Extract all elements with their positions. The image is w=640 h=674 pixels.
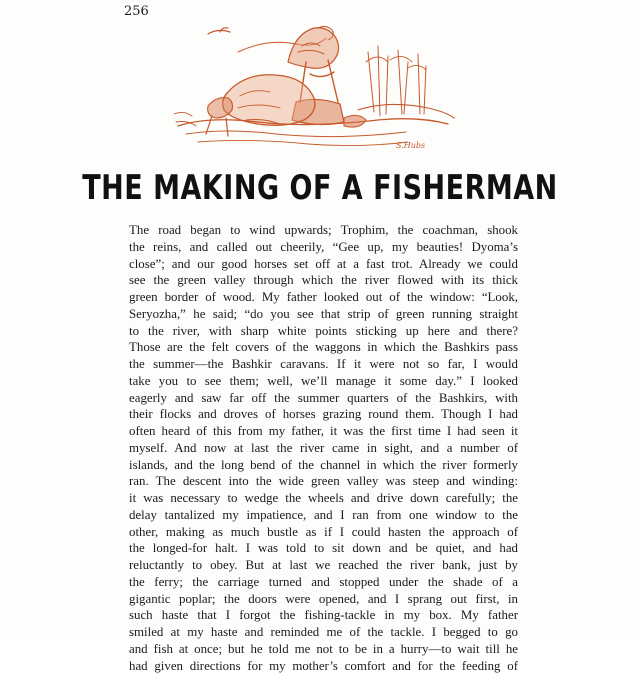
body-line: Seryozha,” he said; “do you see that strip of green running straight bbox=[129, 306, 518, 323]
body-line: had given directions for my mother’s comfort and for the feeding of bbox=[129, 658, 518, 674]
body-line: eagerly and saw far off the summer quarters of the Bashkirs, with bbox=[129, 390, 518, 407]
body-line: see the green valley through which the river flowed with its thick bbox=[129, 272, 518, 289]
body-line: often heard of this from my father, it was the first time I had seen it bbox=[129, 423, 518, 440]
body-line: myself. And now at last the river came in sight, and a number of bbox=[129, 440, 518, 457]
body-line: close”; and our good horses set off at a fast trot. Already we could bbox=[129, 256, 518, 273]
body-line: gigantic poplar; the doors were opened, and I sprang out first, in bbox=[129, 591, 518, 608]
body-line: their flocks and droves of horses grazing round them. Though I had bbox=[129, 406, 518, 423]
body-line: Those are the felt covers of the waggons in which the Bashkirs pass bbox=[129, 339, 518, 356]
body-line: green border of wood. My father looked out of the window: “Look, bbox=[129, 289, 518, 306]
body-line: delay tantalized my impatience, and I ran from one window to the bbox=[129, 507, 518, 524]
body-line: and fish at once; but he told me not to be in a hurry—to wait till he bbox=[129, 641, 518, 658]
body-line: the longed-for halt. I was told to sit down and be quiet, and had bbox=[129, 540, 518, 557]
body-line: take you to see them; well, we’ll manage it some day.” I looked bbox=[129, 373, 518, 390]
page-number: 256 bbox=[124, 4, 149, 19]
chapter-title: THE MAKING OF A FISHERMAN bbox=[0, 169, 640, 208]
body-line: islands, and the long bend of the channel in which the river formerly bbox=[129, 457, 518, 474]
body-line: reluctantly to obey. But at last we reached the river bank, just by bbox=[129, 557, 518, 574]
body-line: smiled at my haste and reminded me of the tackle. I begged to go bbox=[129, 624, 518, 641]
illustrator-signature: S.Hubs bbox=[396, 141, 425, 150]
body-line: other, making as much bustle as if I could hasten the approach of bbox=[129, 524, 518, 541]
body-line: the reins, and called out cheerily, “Gee up, my beauties! Dyoma’s bbox=[129, 239, 518, 256]
body-line: it was necessary to wedge the wheels and drive down carefully; the bbox=[129, 490, 518, 507]
body-line: the ferry; the carriage turned and stopped under the shade of a bbox=[129, 574, 518, 591]
body-line: the summer—the Bashkir caravans. If it were not so far, I would bbox=[129, 356, 518, 373]
body-line: ran. The descent into the wide green valley was steep and winding: bbox=[129, 473, 518, 490]
fisherman-with-dog-illustration bbox=[168, 22, 458, 154]
body-text bbox=[129, 222, 518, 674]
body-line: such haste that I forgot the fishing-tackle in my box. My father bbox=[129, 607, 518, 624]
body-line: The road began to wind upwards; Trophim, the coachman, shook bbox=[129, 222, 518, 239]
body-line: to the river, with sharp white points sticking up here and there? bbox=[129, 323, 518, 340]
